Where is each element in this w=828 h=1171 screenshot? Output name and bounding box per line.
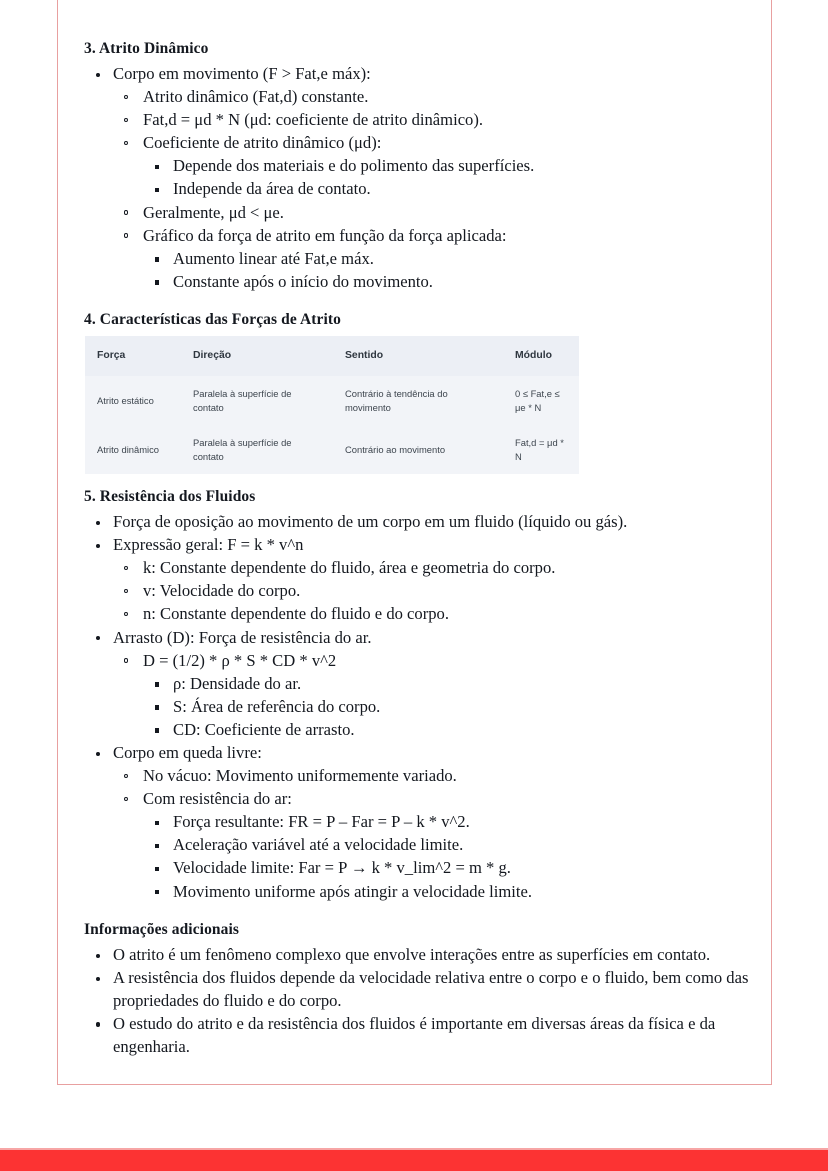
section-caracteristicas — [84, 311, 760, 474]
list-item-text: Velocidade limite: Far = P → k * v_lim^2 = m * g. — [173, 858, 511, 878]
list-item-text: Gráfico da força de atrito em função da força aplicada: — [143, 225, 507, 245]
list-item — [113, 603, 760, 626]
cell-forca: Atrito dinâmico — [85, 425, 181, 474]
section-informacoes-adicionais — [84, 921, 760, 1058]
list-item — [113, 557, 760, 580]
list-item-text: Com resistência do ar: — [143, 789, 292, 809]
list-item — [84, 534, 760, 626]
list-item-text: Geralmente, μd < μe. — [143, 202, 284, 222]
list-item-text: Aceleração variável até a velocidade limite. — [173, 835, 464, 855]
list-item-text: ρ: Densidade do ar. — [173, 673, 302, 693]
list-item-text: Arrasto (D): Força de resistência do ar. — [113, 627, 372, 647]
list-level-3 — [143, 673, 760, 742]
cell-sentido: Contrário à tendência do movimento — [333, 376, 503, 425]
document-page-card — [57, 0, 772, 1085]
list-item-text: O atrito é um fenômeno complexo que envolve interações entre as superfícies em contato. — [113, 945, 711, 965]
list-item — [113, 109, 760, 132]
list-item-text: Independe da área de contato. — [173, 179, 371, 199]
list-level-1 — [84, 511, 760, 903]
list-item-text: D = (1/2) * ρ * S * CD * v^2 — [143, 650, 337, 670]
list-item — [84, 627, 760, 742]
list-item — [143, 696, 760, 719]
list-level-3 — [143, 155, 760, 201]
document-content — [84, 40, 760, 1076]
list-level-3 — [143, 811, 760, 903]
list-item — [143, 248, 760, 271]
cell-modulo: Fat,d = μd * N — [503, 425, 579, 474]
list-item-text: Depende dos materiais e do polimento das superfícies. — [173, 156, 535, 176]
list-level-1 — [84, 63, 760, 293]
list-item — [113, 86, 760, 109]
list-item-text: CD: Coeficiente de arrasto. — [173, 719, 355, 739]
list-item-text: Aumento linear até Fat,e máx. — [173, 248, 374, 268]
list-item-text: n: Constante dependente do fluido e do corpo. — [143, 604, 449, 624]
list-item — [143, 857, 760, 880]
list-item-text: O estudo do atrito e da resistência dos fluidos é importante em diversas áreas da física e da engenharia. — [113, 1013, 716, 1056]
cell-modulo: 0 ≤ Fat,e ≤ μe * N — [503, 376, 579, 425]
table-row — [85, 376, 579, 425]
cell-forca: Atrito estático — [85, 376, 181, 425]
section-resistencia-fluidos — [84, 488, 760, 903]
list-item — [143, 719, 760, 742]
list-item — [143, 881, 760, 904]
column-header-direcao: Direção — [181, 336, 333, 376]
section-heading-4: 4. Características das Forças de Atrito — [84, 311, 342, 329]
list-item-text: Expressão geral: F = k * v^n — [113, 535, 304, 555]
list-item — [113, 132, 760, 201]
list-item-text: Corpo em movimento (F > Fat,e máx): — [113, 64, 371, 83]
list-item-text: k: Constante dependente do fluido, área e geometria do corpo. — [143, 558, 556, 578]
list-item — [143, 834, 760, 857]
cell-sentido: Contrário ao movimento — [333, 425, 503, 474]
list-item — [84, 511, 760, 534]
list-item — [113, 225, 760, 294]
list-item — [84, 742, 760, 903]
cell-direcao: Paralela à superfície de contato — [181, 425, 333, 474]
list-item — [113, 788, 760, 903]
list-item — [113, 580, 760, 603]
list-item — [84, 967, 760, 1012]
table-header-row — [85, 336, 579, 376]
list-item — [143, 178, 760, 201]
list-item — [143, 155, 760, 178]
list-item — [113, 202, 760, 225]
section-heading-3: 3. Atrito Dinâmico — [84, 40, 209, 57]
section-heading-extra: Informações adicionais — [84, 921, 240, 939]
list-item — [113, 765, 760, 788]
cell-direcao: Paralela à superfície de contato — [181, 376, 333, 425]
list-item-text: Constante após o início do movimento. — [173, 271, 433, 291]
forcas-de-atrito-table — [85, 336, 579, 474]
list-item — [143, 811, 760, 834]
list-item-text: Corpo em queda livre: — [113, 743, 262, 762]
list-item — [113, 650, 760, 742]
list-item-text: Atrito dinâmico (Fat,d) constante. — [143, 87, 369, 107]
list-item — [84, 63, 760, 293]
list-level-3 — [143, 248, 760, 294]
list-item-text: v: Velocidade do corpo. — [143, 581, 301, 601]
list-item-text: Coeficiente de atrito dinâmico (μd): — [143, 133, 382, 153]
list-level-2 — [113, 557, 760, 626]
list-item — [143, 271, 760, 294]
column-header-sentido: Sentido — [333, 336, 503, 376]
table-row — [85, 425, 579, 474]
section-atrito-dinamico — [84, 40, 760, 293]
list-item — [84, 1013, 760, 1058]
list-item-text: S: Área de referência do corpo. — [173, 696, 381, 716]
list-level-2 — [113, 650, 760, 742]
list-level-2 — [113, 765, 760, 903]
column-header-modulo: Módulo — [503, 336, 579, 376]
column-header-forca: Força — [85, 336, 181, 376]
list-item-text: No vácuo: Movimento uniformemente variado. — [143, 766, 457, 786]
section-heading-5: 5. Resistência dos Fluidos — [84, 488, 256, 506]
list-item-text: Movimento uniforme após atingir a velocidade limite. — [173, 881, 532, 901]
list-item-text: A resistência dos fluidos depende da velocidade relativa entre o corpo e o fluido, bem como das propriedades do fluido e do corpo. — [113, 968, 749, 1010]
list-item — [143, 673, 760, 696]
list-item — [84, 944, 760, 967]
list-level-2 — [113, 86, 760, 293]
list-item-text: Força resultante: FR = P – Far = P – k * v^2. — [173, 812, 470, 832]
list-level-1 — [84, 944, 760, 1058]
list-item-text: Fat,d = μd * N (μd: coeficiente de atrito dinâmico). — [143, 110, 484, 130]
bottom-accent-bar — [0, 1150, 828, 1171]
list-item-text: Força de oposição ao movimento de um corpo em um fluido (líquido ou gás). — [113, 512, 628, 532]
